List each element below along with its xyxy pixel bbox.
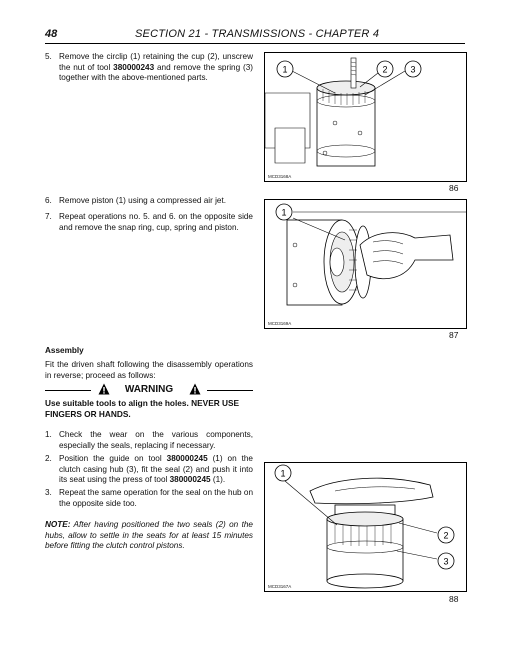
note-label: NOTE: xyxy=(45,520,71,529)
figure-number-86: 86 xyxy=(449,183,459,193)
step-text: Position the guide on tool 380000245 (1) on the clutch casing hub (3), fit the seal (2) and push it into its seat using the press of tool 380000245 (1). xyxy=(59,454,253,485)
header-rule xyxy=(45,43,465,44)
callout-1: 1 xyxy=(282,64,288,75)
assembly-intro: Fit the driven shaft following the disassembly operations in reverse; proceed as follows: xyxy=(45,360,253,380)
step-number: 3. xyxy=(45,488,52,497)
step-number: 6. xyxy=(45,196,52,205)
callout-3: 3 xyxy=(410,64,416,75)
page-number: 48 xyxy=(45,28,58,40)
seal-press-drawing xyxy=(265,463,466,591)
assembly-heading: Assembly xyxy=(45,346,84,355)
tool-code: 380000243 xyxy=(113,62,155,72)
step-6 xyxy=(45,196,253,207)
figure-code: MCD3167A xyxy=(268,584,292,589)
step-7 xyxy=(45,212,253,233)
callout-3: 3 xyxy=(443,556,449,567)
page-title: SECTION 21 - TRANSMISSIONS - CHAPTER 4 xyxy=(135,28,380,40)
warning-header xyxy=(45,384,253,396)
figure-86 xyxy=(264,52,467,182)
callout-2: 2 xyxy=(443,530,449,541)
step-text: Repeat operations no. 5. and 6. on the opposite side and remove the snap ring, cup, spring and piston. xyxy=(59,212,253,232)
note-text: After having positioned the two seals (2) on the hubs, allow to settle in the seats for at least 15 minutes before fitting the clutch control pistons. xyxy=(45,520,253,551)
step-text: Check the wear on the various components, especially the seals, replacing if necessary. xyxy=(59,430,253,450)
step-text: Remove piston (1) using a compressed air jet. xyxy=(59,196,227,205)
figure-number-87: 87 xyxy=(449,330,459,340)
assembly-step-1 xyxy=(45,430,253,451)
callout-1: 1 xyxy=(281,207,287,218)
page-header xyxy=(45,25,465,45)
callout-1: 1 xyxy=(280,468,286,479)
step-number: 5. xyxy=(45,52,52,61)
note xyxy=(45,520,253,552)
tool-code: 380000245 xyxy=(166,454,208,463)
warning-title: WARNING xyxy=(124,384,174,395)
figure-code: MCD3169A xyxy=(268,321,292,326)
step-number: 2. xyxy=(45,454,52,463)
figure-code: MCD3168A xyxy=(268,174,292,179)
assembly-step-2 xyxy=(45,454,253,486)
callout-2: 2 xyxy=(382,64,388,75)
tool-code: 380000245 xyxy=(169,475,211,485)
assembly-step-3 xyxy=(45,488,253,509)
warning-text: Use suitable tools to align the holes. NEVER USE FINGERS OR HANDS. xyxy=(45,398,240,419)
figure-87 xyxy=(264,199,467,329)
clutch-spring-drawing xyxy=(265,53,466,181)
piston-removal-drawing xyxy=(265,200,466,328)
step-text: Repeat the same operation for the seal on the hub on the opposite side too. xyxy=(59,488,253,508)
step-5 xyxy=(45,52,253,84)
warning-icon xyxy=(189,383,201,395)
step-number: 1. xyxy=(45,430,52,439)
step-text: Remove the circlip (1) retaining the cup (2), unscrew the nut of tool 380000243 and remove the spring (3) together with the above-mentioned parts. xyxy=(59,52,253,83)
figure-88 xyxy=(264,462,467,592)
warning-rule-right xyxy=(207,390,253,391)
figure-number-88: 88 xyxy=(449,594,459,604)
step-number: 7. xyxy=(45,212,52,221)
